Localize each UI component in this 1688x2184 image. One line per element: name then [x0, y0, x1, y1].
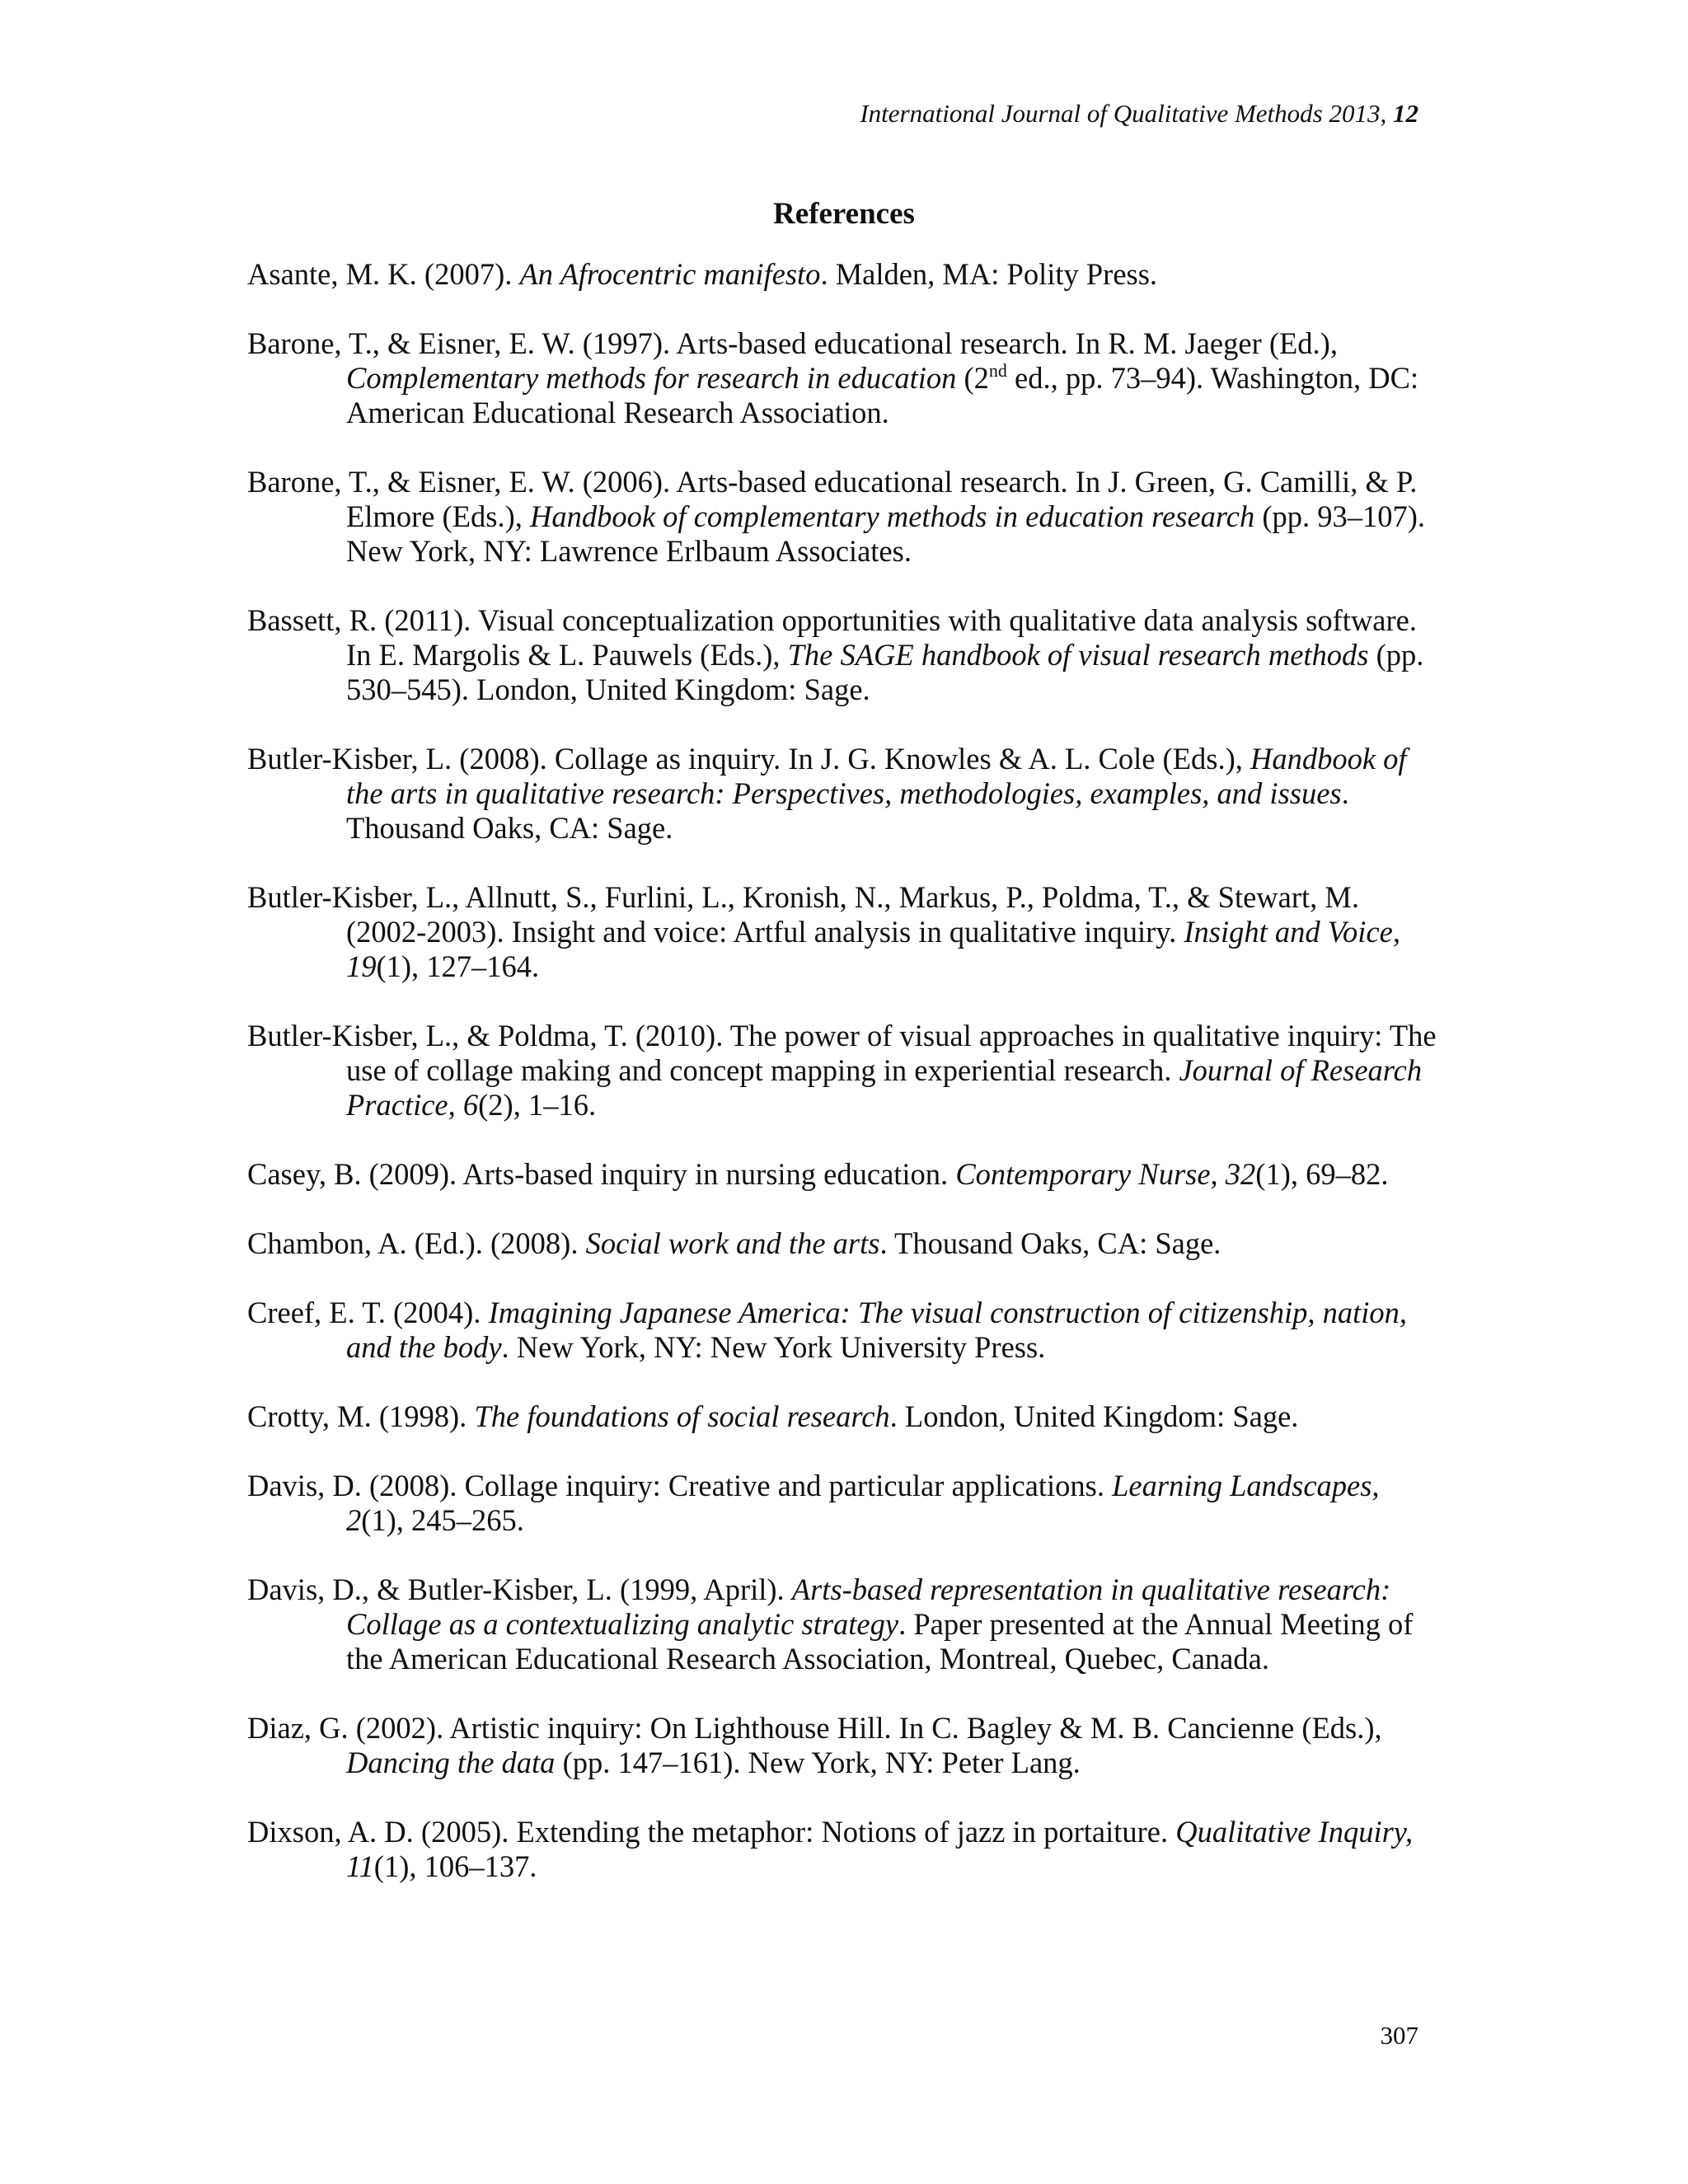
reference-entry: Butler-Kisber, L., & Poldma, T. (2010). The power of visual approaches in qualitative inquiry: The use of collage making and concept mapping in experiential research. Journal of Research Practice, 6(2), 1–16.: [247, 1019, 1437, 1122]
reference-entry: Chambon, A. (Ed.). (2008). Social work and the arts. Thousand Oaks, CA: Sage.: [247, 1226, 1221, 1260]
reference-entry: Butler-Kisber, L., Allnutt, S., Furlini, L., Kronish, N., Markus, P., Poldma, T., & Stewart, M. (2002-2003). Insight and voice: Artful analysis in qualitative inquiry. Insight and Voice, 19(1), 127–164.: [247, 880, 1400, 983]
page-number: 307: [1380, 2021, 1418, 2050]
reference-entry: Diaz, G. (2002). Artistic inquiry: On Lighthouse Hill. In C. Bagley & M. B. Cancienne (Eds.), Dancing the data (pp. 147–161). New York, NY: Peter Lang.: [247, 1711, 1382, 1779]
reference-entry: Davis, D., & Butler-Kisber, L. (1999, April). Arts-based representation in qualitative research: Collage as a contextualizing analytic strategy. Paper presented at the Annual Meeting of the American Educational Research Association, Montreal, Quebec, Canada.: [247, 1572, 1414, 1675]
reference-list: [247, 257, 1442, 1919]
reference-entry: Barone, T., & Eisner, E. W. (2006). Arts-based educational research. In J. Green, G. Camilli, & P. Elmore (Eds.), Handbook of complementary methods in education research (pp. 93–107). New York, NY: Lawrence Erlbaum Associates.: [247, 465, 1426, 568]
reference-entry: Bassett, R. (2011). Visual conceptualization opportunities with qualitative data analysis software. In E. Margolis & L. Pauwels (Eds.), The SAGE handbook of visual research methods (pp. 530–545). London, United Kingdom: Sage.: [247, 603, 1424, 706]
references-heading: References: [773, 197, 915, 231]
reference-entry: Butler-Kisber, L. (2008). Collage as inquiry. In J. G. Knowles & A. L. Cole (Eds.), Handbook of the arts in qualitative research: Perspectives, methodologies, examples, and issues. Thousand Oaks, CA: Sage.: [247, 742, 1407, 845]
reference-entry: Dixson, A. D. (2005). Extending the metaphor: Notions of jazz in portaiture. Qualitative Inquiry, 11(1), 106–137.: [247, 1815, 1414, 1883]
reference-entry: Barone, T., & Eisner, E. W. (1997). Arts-based educational research. In R. M. Jaeger (Ed.), Complementary methods for research in education (2nd ed., pp. 73–94). Washington, DC: American Educational Research Association.: [247, 326, 1419, 429]
journal-name: International Journal of Qualitative Methods 2013,: [860, 99, 1387, 128]
journal-volume: 12: [1393, 99, 1418, 128]
running-head: [860, 99, 1418, 129]
reference-entry: Davis, D. (2008). Collage inquiry: Creative and particular applications. Learning Landscapes, 2(1), 245–265.: [247, 1469, 1380, 1537]
reference-entry: Casey, B. (2009). Arts-based inquiry in nursing education. Contemporary Nurse, 32(1), 69–82.: [247, 1157, 1389, 1191]
reference-entry: Crotty, M. (1998). The foundations of social research. London, United Kingdom: Sage.: [247, 1399, 1299, 1433]
reference-entry: Asante, M. K. (2007). An Afrocentric manifesto. Malden, MA: Polity Press.: [247, 257, 1158, 291]
reference-entry: Creef, E. T. (2004). Imagining Japanese America: The visual construction of citizenship, nation, and the body. New York, NY: New York University Press.: [247, 1296, 1408, 1364]
